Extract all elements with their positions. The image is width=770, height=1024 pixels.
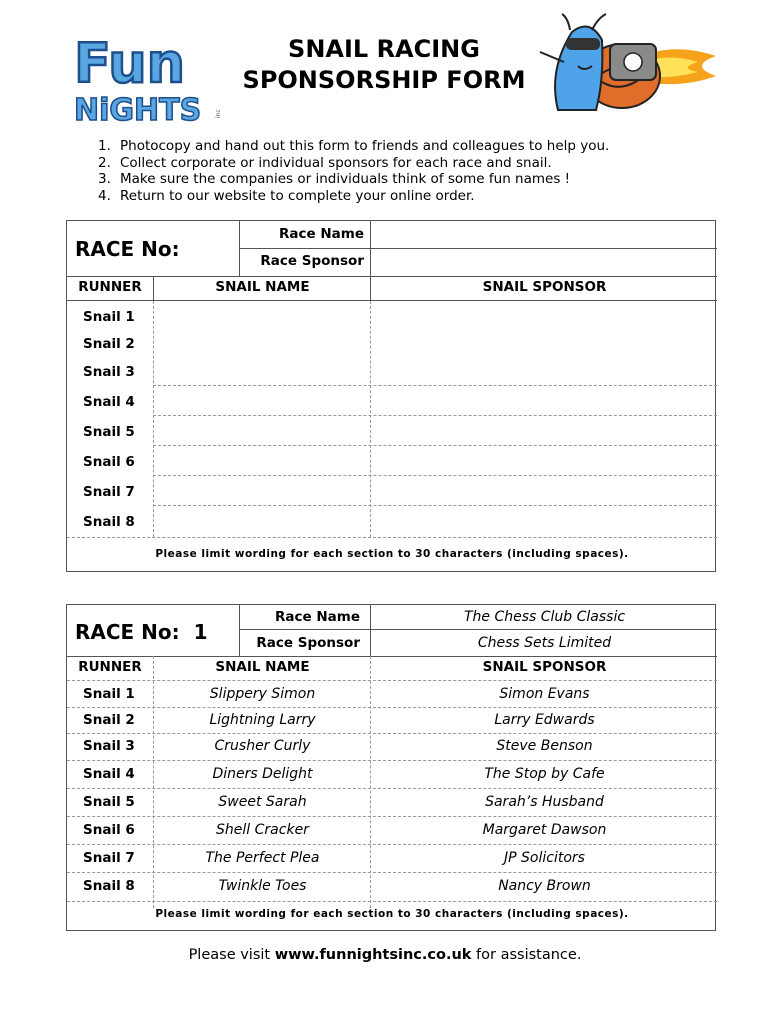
runner-label: Snail 2: [83, 712, 135, 728]
race-number-value: 1: [193, 620, 208, 644]
title-line-1: SNAIL RACING: [288, 35, 480, 63]
runner-label: Snail 6: [83, 454, 135, 470]
runner-label: Snail 8: [83, 878, 135, 894]
race-name-label: Race Name: [279, 226, 364, 242]
race-sponsor-input[interactable]: [372, 250, 714, 275]
race-sponsor-label: Race Sponsor: [260, 253, 364, 269]
runner-label: Snail 1: [83, 686, 135, 702]
runner-label: Snail 4: [83, 394, 135, 410]
character-limit-note: Please limit wording for each section to 30 characters (including spaces).: [155, 908, 629, 920]
runner-label: Snail 8: [83, 514, 135, 530]
snail-name-value: Diners Delight: [212, 766, 313, 782]
instruction-item: 4. Return to our website to complete your online order.: [98, 187, 475, 204]
runner-label: Snail 7: [83, 484, 135, 500]
snail-name-value: The Perfect Plea: [205, 850, 320, 866]
race-number-label: RACE No:: [75, 237, 180, 261]
instruction-item: 1. Photocopy and hand out this form to friends and colleagues to help you.: [98, 138, 610, 154]
race-sponsor-value: Chess Sets Limited: [477, 635, 612, 651]
page-title: [228, 34, 540, 96]
footer-assistance: Please visit www.funnightsinc.co.uk for assistance.: [188, 947, 582, 963]
runner-label: Snail 2: [83, 336, 135, 352]
race-name-value: The Chess Club Classic: [463, 609, 626, 625]
snail-sponsor-value: Nancy Brown: [498, 878, 591, 894]
race-name-input[interactable]: [372, 223, 714, 247]
runner-label: Snail 6: [83, 822, 135, 838]
fun-nights-logo: [70, 30, 232, 126]
snail-sponsor-value: The Stop by Cafe: [484, 766, 605, 782]
snail-name-value: Crusher Curly: [214, 738, 311, 754]
snail-sponsor-value: JP Solicitors: [504, 850, 585, 866]
runner-label: Snail 3: [83, 738, 135, 754]
snail-sponsor-value: Simon Evans: [499, 686, 590, 702]
snail-name-value: Sweet Sarah: [218, 794, 307, 810]
runner-label: Snail 3: [83, 364, 135, 380]
snail-name-value: Shell Cracker: [216, 822, 309, 838]
snail-sponsor-value: Larry Edwards: [494, 712, 595, 728]
snail-name-value: Slippery Simon: [209, 686, 316, 702]
race-number-label: RACE No: 1: [75, 620, 208, 644]
instruction-item: 2. Collect corporate or individual sponsors for each race and snail.: [98, 154, 552, 171]
runner-label: Snail 4: [83, 766, 135, 782]
snail-sponsor-value: Sarah’s Husband: [485, 794, 604, 810]
example-race-form: [66, 604, 716, 931]
runner-header: RUNNER: [78, 279, 142, 295]
snail-name-value: Twinkle Toes: [218, 878, 307, 894]
race-sponsor-label: Race Sponsor: [256, 635, 360, 651]
instruction-item: 3. Make sure the companies or individuals think of some fun names !: [98, 171, 571, 187]
snail-sponsor-value: Margaret Dawson: [482, 822, 607, 838]
runner-label: Snail 5: [83, 794, 135, 810]
snail-name-value: Lightning Larry: [209, 712, 316, 728]
runner-label: Snail 5: [83, 424, 135, 440]
snail-sponsor-value: Steve Benson: [496, 738, 593, 754]
logo-inc-text: inc: [215, 109, 222, 118]
snail-name-header: SNAIL NAME: [215, 279, 310, 295]
instructions-list: [98, 138, 609, 204]
runner-label: Snail 7: [83, 850, 135, 866]
snail-name-header: SNAIL NAME: [215, 659, 310, 675]
title-line-2: SPONSORSHIP FORM: [242, 66, 526, 94]
runner-label: Snail 1: [83, 309, 135, 325]
snail-mascot-illustration: [538, 10, 718, 118]
runner-header: RUNNER: [78, 659, 142, 675]
website-link[interactable]: www.funnightsinc.co.uk: [274, 947, 472, 963]
logo-fun-text: Fun: [74, 32, 186, 95]
snail-sponsor-header: SNAIL SPONSOR: [482, 659, 607, 675]
snail-sponsor-header: SNAIL SPONSOR: [482, 279, 607, 295]
race-name-label: Race Name: [275, 609, 360, 625]
character-limit-note: Please limit wording for each section to 30 characters (including spaces).: [155, 548, 629, 560]
logo-nights-text: NiGHTS: [74, 93, 202, 126]
blank-race-form: [66, 220, 716, 572]
